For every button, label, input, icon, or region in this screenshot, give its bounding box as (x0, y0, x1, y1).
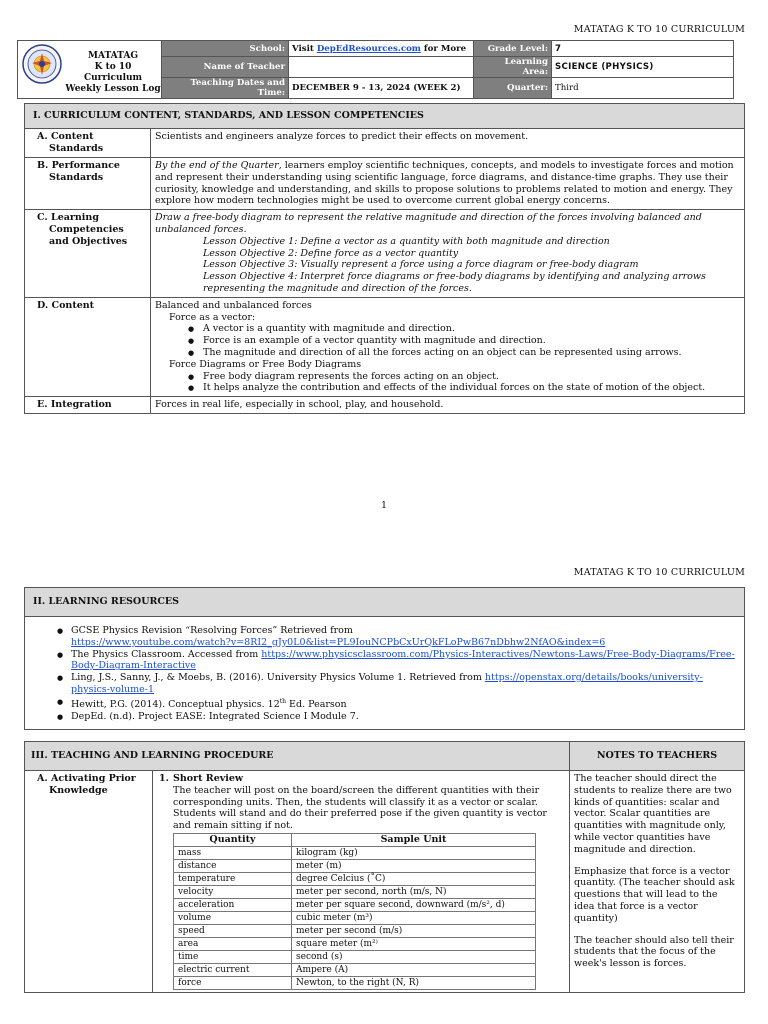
section3-title: III. TEACHING AND LEARNING PROCEDURE (25, 742, 570, 771)
logo-cell (18, 41, 162, 99)
content-subheading: Force as a vector: (169, 311, 256, 323)
performance-standards-text: By the end of the Quarter, learners employ scientific techniques, concepts, and models to investigate forces and motion and represent their understanding using scientific language, force diagrams, and distance-time graphs. They use their curiosity, knowledge and understanding, and skills to propose solutions to problems related to motion and energy. They explore how modern technologies might be used to overcome current global energy concerns. (151, 158, 745, 210)
list-item: ● It helps analyze the contribution and effects of the individual forces on the state of motion of the object. (155, 382, 740, 394)
content-text (151, 297, 745, 396)
teaching-procedure-section (24, 741, 745, 993)
school-label: School: (162, 41, 289, 57)
quarter-label: Quarter: (474, 78, 552, 99)
list-item: ● A vector is a quantity with magnitude and direction. (155, 323, 740, 335)
competency-statement: Draw a free-body diagram to represent the relative magnitude and direction of the forces involving balanced and unbalanced forces. (155, 212, 702, 235)
table-row: time second (s) (174, 950, 536, 963)
resource-item: ● Ling, J.S., Sanny, J., & Moebs, B. (2016). University Physics Volume 1. Retrieved from https://openstax.org/details/books/university-physics-volume-1 (31, 672, 738, 696)
quarter-value: Third (552, 78, 734, 99)
resource-item: ● GCSE Physics Revision “Resolving Forces” Retrieved from https://www.youtube.com/watch?v=8RI2_gJy0L0&list=PL9IouNCPbCxUrQkFLoPwB67nDbhw2NfAO&index=6 (31, 625, 738, 649)
teacher-value (289, 57, 474, 78)
grade-value: 7 (552, 41, 734, 57)
step-text: The teacher will post on the board/screen the different quantities with their corresponding units. Then, the students will classify it as a vector or scalar. Students will stand and do their preferred pose if the given quantity is vector and remain sitting if not. (173, 784, 547, 832)
step-title: 1. Short Review (159, 773, 244, 784)
lesson-objective: Lesson Objective 2: Define force as a vector quantity (203, 247, 459, 259)
table-row: mass kilogram (kg) (174, 846, 536, 859)
teacher-note: The teacher should also tell their students that the focus of the week's lesson is forces. (574, 934, 734, 970)
table-header: Sample Unit (292, 833, 536, 846)
integration-text: Forces in real life, especially in school, play, and household. (151, 397, 745, 414)
content-subheading: Force Diagrams or Free Body Diagrams (169, 358, 362, 370)
table-row: velocity meter per second, north (m/s, N) (174, 885, 536, 898)
list-item: ● Force is an example of a vector quantity with magnitude and direction. (155, 335, 740, 347)
content-standards-label: A. Content Standards (25, 129, 151, 158)
table-row: temperature degree Celcius (˚C) (174, 872, 536, 885)
content-standards-text: Scientists and engineers analyze forces to predict their effects on movement. (151, 129, 745, 158)
table-header: Quantity (174, 833, 292, 846)
activating-prior-knowledge-label: A. Activating Prior Knowledge (25, 771, 153, 993)
learning-resources-section (24, 587, 745, 730)
grade-label: Grade Level: (474, 41, 552, 57)
notes-to-teachers (570, 771, 745, 993)
curriculum-header: MATATAG K TO 10 CURRICULUM (573, 24, 745, 35)
teacher-note: Emphasize that force is a vector quantity. (The teacher should ask questions that will lead to the idea that force is a vector quantity) (574, 865, 735, 924)
learning-area-label: Learning Area: (474, 57, 552, 78)
learning-competencies-text (151, 210, 745, 298)
learning-area-value: SCIENCE (PHYSICS) (552, 57, 734, 78)
openstax-link[interactable]: https://openstax.org/details/books/university-physics-volume-1 (71, 672, 703, 695)
section2-title: II. LEARNING RESOURCES (25, 588, 745, 617)
performance-standards-label: B. Performance Standards (25, 158, 151, 210)
table-row: force Newton, to the right (N, R) (174, 976, 536, 989)
table-row: distance meter (m) (174, 859, 536, 872)
youtube-link[interactable]: https://www.youtube.com/watch?v=8RI2_gJy0L0&list=PL9IouNCPbCxUrQkFLoPwB67nDbhw2NfAO&index=6 (71, 636, 606, 648)
school-value: Visit DepEdResources.com for More (289, 41, 474, 57)
logo-text: MATATAG K to 10 Curriculum Weekly Lesson Log (65, 51, 161, 94)
dates-value: DECEMBER 9 - 13, 2024 (WEEK 2) (289, 78, 474, 99)
table-row: speed meter per second (m/s) (174, 924, 536, 937)
list-item: ● Free body diagram represents the forces acting on an object. (155, 371, 740, 383)
resource-item: ● Hewitt, P.G. (2014). Conceptual physics. 12th Ed. Pearson (31, 696, 738, 711)
lesson-objective: Lesson Objective 3: Visually represent a force using a force diagram or free-body diagram (203, 259, 639, 271)
content-title: Balanced and unbalanced forces (155, 299, 312, 311)
deped-seal-icon (22, 44, 62, 84)
learning-competencies-label: C. Learning Competencies and Objectives (25, 210, 151, 298)
lesson-objective: Lesson Objective 4: Interpret force diagrams or free-body diagrams by identifying and analyzing arrows representing the magnitude and direction of the forces. (203, 271, 706, 294)
list-item: ● The magnitude and direction of all the forces acting on an object can be represented using arrows. (155, 347, 740, 359)
content-label: D. Content (25, 297, 151, 396)
section1-title: I. CURRICULUM CONTENT, STANDARDS, AND LESSON COMPETENCIES (25, 104, 745, 129)
dates-label: Teaching Dates and Time: (162, 78, 289, 99)
table-row: electric current Ampere (A) (174, 963, 536, 976)
resource-item: ● The Physics Classroom. Accessed from https://www.physicsclassroom.com/Physics-Interactives/Newtons-Laws/Free-Body-Diagrams/Free-Body-Diagram-Interactive (31, 649, 738, 673)
integration-label: E. Integration (25, 397, 151, 414)
quantity-table (173, 833, 536, 990)
deped-resources-link[interactable]: DepEdResources.com (316, 43, 421, 54)
table-row: acceleration meter per square second, downward (m/s², d) (174, 898, 536, 911)
table-row: area square meter (m²⁾ (174, 937, 536, 950)
resource-item: ● DepEd. (n.d). Project EASE: Integrated Science I Module 7. (31, 711, 738, 723)
procedure-body (153, 771, 570, 993)
curriculum-section (24, 103, 745, 414)
curriculum-header: MATATAG K TO 10 CURRICULUM (573, 567, 745, 578)
teacher-label: Name of Teacher (162, 57, 289, 78)
lesson-log-header (17, 40, 734, 99)
table-row: volume cubic meter (m³) (174, 911, 536, 924)
page-number: 1 (380, 500, 388, 511)
physics-classroom-link[interactable]: https://www.physicsclassroom.com/Physics-Interactives/Newtons-Laws/Free-Body-Diagrams/Free-Body-Diagram-Interactive (71, 648, 735, 672)
resources-list-cell (25, 617, 745, 730)
notes-title: NOTES TO TEACHERS (570, 742, 745, 771)
lesson-objective: Lesson Objective 1: Define a vector as a quantity with both magnitude and direction (203, 235, 610, 247)
teacher-note: The teacher should direct the students to realize there are two kinds of quantities: scalar and vector. Scalar quantities are quantities with magnitude only, while vector quantities have magnitude and direction. (574, 773, 732, 855)
